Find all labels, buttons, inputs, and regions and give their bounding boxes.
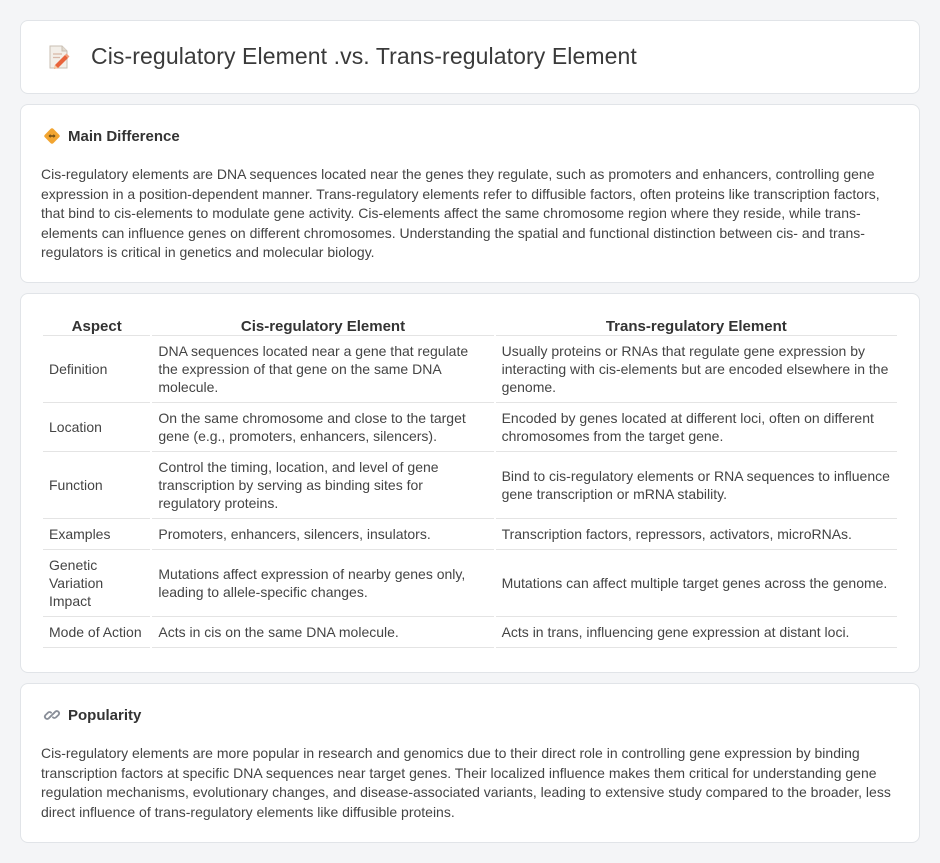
document-pencil-icon — [47, 44, 71, 70]
aspect-cell: Function — [43, 452, 150, 519]
header-cis: Cis-regulatory Element — [152, 316, 493, 336]
main-difference-header — [43, 127, 180, 145]
popularity-text: Cis-regulatory elements are more popular in research and genomics due to their direct role in controlling gene expression by binding transcription factors at specific DNA sequences near target genes. Their localized influence makes them critical for understanding gene regulation mechanisms, evolutionary changes, and disease-associated variants, leading to extensive study compared to the broader, less direct influence of trans-regulatory elements like diffusible proteins. — [41, 745, 891, 820]
cis-cell: Acts in cis on the same DNA molecule. — [152, 617, 493, 648]
table-row — [43, 452, 897, 519]
page-title: Cis-regulatory Element .vs. Trans-regulatory Element — [91, 43, 637, 69]
popularity-card — [20, 683, 920, 843]
comparison-card — [20, 293, 920, 673]
trans-cell: Encoded by genes located at different loci, often on different chromosomes from the target gene. — [496, 403, 897, 452]
aspect-cell: Genetic Variation Impact — [43, 550, 150, 617]
title-card — [20, 20, 920, 94]
header-aspect: Aspect — [43, 316, 150, 336]
table-row — [43, 617, 897, 648]
trans-cell: Mutations can affect multiple target genes across the genome. — [496, 550, 897, 617]
cis-cell: Mutations affect expression of nearby genes only, leading to allele-specific changes. — [152, 550, 493, 617]
aspect-cell: Examples — [43, 519, 150, 550]
popularity-header — [43, 706, 141, 724]
table-row — [43, 336, 897, 403]
main-difference-text: Cis-regulatory elements are DNA sequences located near the genes they regulate, such as promoters and enhancers, controlling gene expression in a position-dependent manner. Trans-regulatory elements refer to diffusible factors, often proteins like transcription factors, that bind to cis-elements to modulate gene activity. Cis-elements affect the same chromosome region where they reside, while trans-elements can influence genes on different chromosomes. Understanding the spatial and functional distinction between cis- and trans-regulators is critical in genetics and molecular biology. — [41, 166, 880, 261]
popularity-title: Popularity — [68, 706, 142, 724]
table-row — [43, 519, 897, 550]
cis-cell: Promoters, enhancers, silencers, insulators. — [152, 519, 493, 550]
aspect-cell: Location — [43, 403, 150, 452]
link-icon — [43, 706, 61, 724]
title-row — [47, 43, 637, 70]
comparison-table — [41, 316, 899, 648]
cis-cell: On the same chromosome and close to the target gene (e.g., promoters, enhancers, silencers). — [152, 403, 493, 452]
main-difference-card — [20, 104, 920, 283]
table-row — [43, 550, 897, 617]
trans-cell: Acts in trans, influencing gene expression at distant loci. — [496, 617, 897, 648]
table-row — [43, 403, 897, 452]
diamond-arrows-icon — [43, 127, 61, 145]
aspect-cell: Definition — [43, 336, 150, 403]
trans-cell: Transcription factors, repressors, activators, microRNAs. — [496, 519, 897, 550]
header-trans: Trans-regulatory Element — [496, 316, 897, 336]
table-header-row — [43, 316, 897, 336]
cis-cell: Control the timing, location, and level of gene transcription by serving as binding sites for regulatory proteins. — [152, 452, 493, 519]
cis-cell: DNA sequences located near a gene that regulate the expression of that gene on the same DNA molecule. — [152, 336, 493, 403]
trans-cell: Bind to cis-regulatory elements or RNA sequences to influence gene transcription or mRNA stability. — [496, 452, 897, 519]
trans-cell: Usually proteins or RNAs that regulate gene expression by interacting with cis-elements but are encoded elsewhere in the genome. — [496, 336, 897, 403]
aspect-cell: Mode of Action — [43, 617, 150, 648]
main-difference-title: Main Difference — [68, 127, 180, 145]
